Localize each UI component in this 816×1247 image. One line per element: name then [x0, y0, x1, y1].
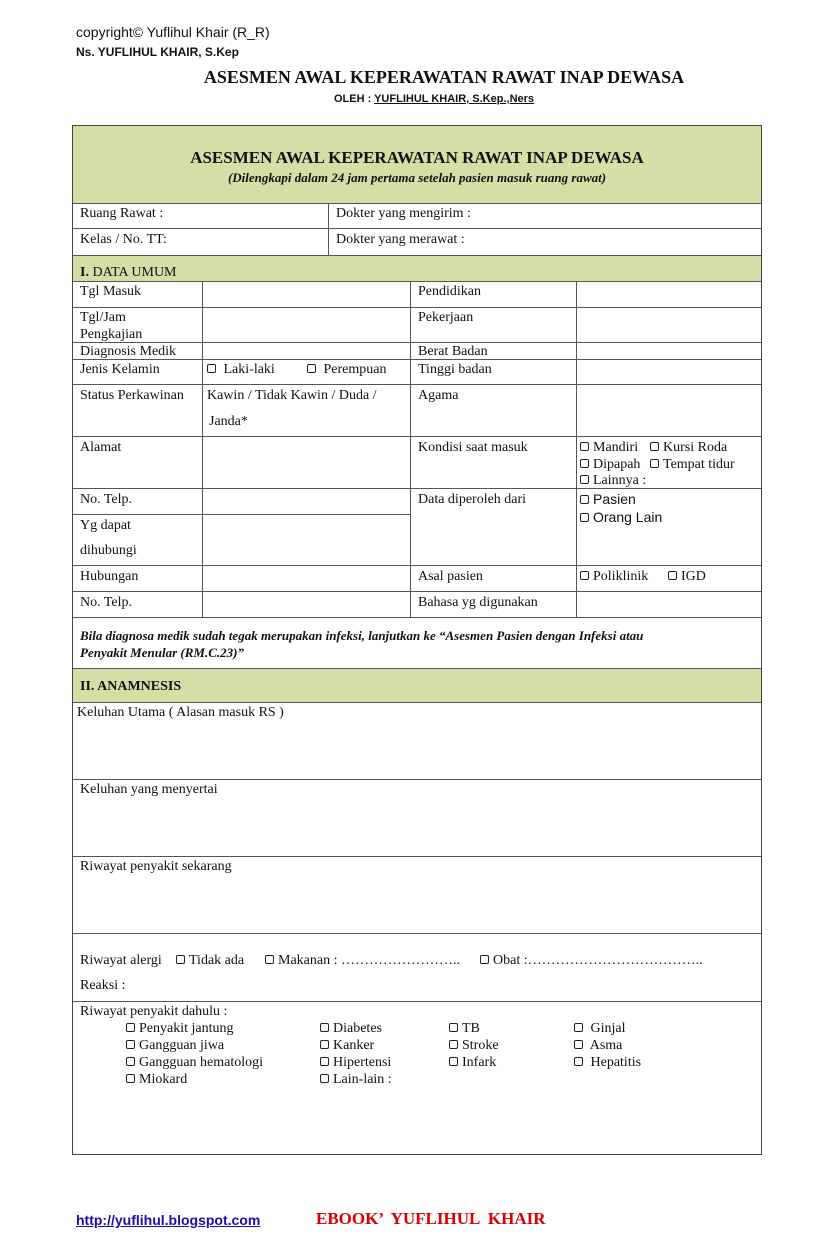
- status-options[interactable]: Kawin / Tidak Kawin / Duda /: [207, 388, 377, 403]
- no-telp-2-label: No. Telp.: [80, 595, 133, 610]
- checkbox-icon[interactable]: [449, 1057, 458, 1066]
- tgl-masuk-label: Tgl Masuk: [80, 284, 142, 299]
- dokter-mengirim-field[interactable]: Dokter yang mengirim :: [336, 206, 471, 221]
- disease-option[interactable]: TB: [449, 1020, 480, 1037]
- ebook-label: EBOOK’ YUFLIHUL KHAIR: [316, 1209, 546, 1228]
- infection-note-line1: Bila diagnosa medik sudah tegak merupakan infeksi, lanjutkan ke “Asesmen Pasien dengan Infeksi atau: [80, 628, 644, 643]
- tempat-tidur-option[interactable]: Tempat tidur: [650, 456, 735, 473]
- copyright-text: copyright© Yuflihul Khair (R_R): [76, 24, 270, 40]
- disease-option[interactable]: Kanker: [320, 1037, 374, 1054]
- checkbox-icon[interactable]: [320, 1040, 329, 1049]
- disease-option[interactable]: Gangguan jiwa: [126, 1037, 224, 1054]
- blog-link[interactable]: http://yuflihul.blogspot.com: [76, 1212, 261, 1228]
- keluhan-menyertai-field[interactable]: Keluhan yang menyertai: [80, 782, 218, 797]
- by-prefix: OLEH :: [333, 93, 375, 105]
- status-perkawinan-label: Status Perkawinan: [80, 388, 184, 403]
- perempuan-option[interactable]: Perempuan: [307, 361, 386, 378]
- disease-option[interactable]: Diabetes: [320, 1020, 382, 1037]
- checkbox-icon[interactable]: [126, 1040, 135, 1049]
- disease-option[interactable]: Asma: [574, 1037, 622, 1054]
- dokter-merawat-field[interactable]: Dokter yang merawat :: [336, 232, 465, 247]
- form-title: ASESMEN AWAL KEPERAWATAN RAWAT INAP DEWASA: [190, 148, 644, 167]
- checkbox-icon[interactable]: [449, 1023, 458, 1032]
- checkbox-icon[interactable]: [580, 513, 589, 522]
- checkbox-icon[interactable]: [650, 459, 659, 468]
- status-options-janda[interactable]: Janda*: [209, 414, 248, 429]
- checkbox-icon[interactable]: [126, 1023, 135, 1032]
- riwayat-alergi-label: Riwayat alergi: [80, 953, 162, 968]
- kursi-roda-option[interactable]: Kursi Roda: [650, 439, 727, 456]
- disease-option[interactable]: Ginjal: [574, 1020, 626, 1037]
- checkbox-icon[interactable]: [307, 364, 316, 373]
- riwayat-dahulu-label: Riwayat penyakit dahulu :: [80, 1004, 228, 1019]
- checkbox-icon[interactable]: [207, 364, 216, 373]
- disease-option[interactable]: Hipertensi: [320, 1054, 391, 1071]
- disease-option[interactable]: Lain-lain :: [320, 1071, 392, 1088]
- checkbox-icon[interactable]: [650, 442, 659, 451]
- diagnosis-label: Diagnosis Medik: [80, 344, 177, 359]
- orang-lain-option[interactable]: Orang Lain: [580, 509, 662, 526]
- checkbox-icon[interactable]: [580, 571, 589, 580]
- reaksi-field[interactable]: Reaksi :: [80, 978, 126, 993]
- checkbox-icon[interactable]: [176, 955, 185, 964]
- checkbox-icon[interactable]: [320, 1023, 329, 1032]
- riwayat-sekarang-field[interactable]: Riwayat penyakit sekarang: [80, 859, 232, 874]
- yg-dapat-label: Yg dapat: [80, 518, 131, 533]
- pendidikan-label: Pendidikan: [418, 284, 481, 299]
- asal-pasien-label: Asal pasien: [418, 569, 483, 584]
- section-data-umum-title: I. DATA UMUM: [80, 265, 177, 280]
- checkbox-icon[interactable]: [580, 442, 589, 451]
- no-telp-label: No. Telp.: [80, 492, 133, 507]
- disease-option[interactable]: Gangguan hematologi: [126, 1054, 263, 1071]
- checkbox-icon[interactable]: [574, 1023, 583, 1032]
- makanan-option[interactable]: Makanan : ……………………..: [265, 952, 460, 969]
- hubungan-label: Hubungan: [80, 569, 139, 584]
- checkbox-icon[interactable]: [265, 955, 274, 964]
- igd-option[interactable]: IGD: [668, 568, 706, 585]
- disease-option[interactable]: Penyakit jantung: [126, 1020, 234, 1037]
- form-subtitle: (Dilengkapi dalam 24 jam pertama setelah pasien masuk ruang rawat): [227, 170, 607, 185]
- checkbox-icon[interactable]: [320, 1057, 329, 1066]
- checkbox-icon[interactable]: [449, 1040, 458, 1049]
- lainnya-option[interactable]: Lainnya :: [580, 472, 646, 489]
- pengkajian-label: Pengkajian: [80, 327, 143, 342]
- pasien-option[interactable]: Pasien: [580, 491, 636, 508]
- checkbox-icon[interactable]: [580, 475, 589, 484]
- author-credit: [0, 93, 816, 105]
- checkbox-icon[interactable]: [480, 955, 489, 964]
- checkbox-icon[interactable]: [126, 1057, 135, 1066]
- page-title: ASESMEN AWAL KEPERAWATAN RAWAT INAP DEWASA: [203, 67, 685, 87]
- section-anamnesis-title: II. ANAMNESIS: [80, 679, 182, 694]
- alamat-label: Alamat: [80, 440, 122, 455]
- dipapah-option[interactable]: Dipapah: [580, 456, 640, 473]
- ruang-rawat-field[interactable]: Ruang Rawat :: [80, 206, 164, 221]
- disease-option[interactable]: Stroke: [449, 1037, 499, 1054]
- bahasa-label: Bahasa yg digunakan: [418, 595, 538, 610]
- laki-laki-option[interactable]: Laki-laki: [207, 361, 275, 378]
- tinggi-badan-label: Tinggi badan: [418, 362, 492, 377]
- keluhan-utama-field[interactable]: Keluhan Utama ( Alasan masuk RS ): [77, 705, 284, 720]
- author-name: Ns. YUFLIHUL KHAIR, S.Kep: [76, 45, 239, 59]
- disease-option[interactable]: Miokard: [126, 1071, 187, 1088]
- agama-label: Agama: [418, 388, 459, 403]
- checkbox-icon[interactable]: [580, 495, 589, 504]
- kelas-field[interactable]: Kelas / No. TT:: [80, 232, 167, 247]
- poliklinik-option[interactable]: Poliklinik: [580, 568, 648, 585]
- mandiri-option[interactable]: Mandiri: [580, 439, 638, 456]
- tgl-jam-label: Tgl/Jam: [80, 310, 126, 325]
- tidak-ada-option[interactable]: Tidak ada: [176, 952, 244, 969]
- checkbox-icon[interactable]: [580, 459, 589, 468]
- disease-option[interactable]: Hepatitis: [574, 1054, 641, 1071]
- assessment-form: [72, 125, 762, 1155]
- infection-note-line2: Penyakit Menular (RM.C.23)”: [80, 645, 244, 660]
- checkbox-icon[interactable]: [126, 1074, 135, 1083]
- data-diperoleh-label: Data diperoleh dari: [418, 492, 527, 507]
- berat-badan-label: Berat Badan: [418, 344, 488, 359]
- by-name: YUFLIHUL KHAIR, S.Kep.,Ners: [374, 93, 535, 105]
- jenis-kelamin-label: Jenis Kelamin: [80, 362, 160, 377]
- dihubungi-label: dihubungi: [80, 543, 137, 558]
- kondisi-label: Kondisi saat masuk: [418, 440, 528, 455]
- checkbox-icon[interactable]: [668, 571, 677, 580]
- checkbox-icon[interactable]: [574, 1057, 583, 1066]
- pekerjaan-label: Pekerjaan: [418, 310, 474, 325]
- checkbox-icon[interactable]: [320, 1074, 329, 1083]
- obat-option[interactable]: Obat :………………………………..: [480, 952, 703, 969]
- disease-option[interactable]: Infark: [449, 1054, 496, 1071]
- checkbox-icon[interactable]: [574, 1040, 583, 1049]
